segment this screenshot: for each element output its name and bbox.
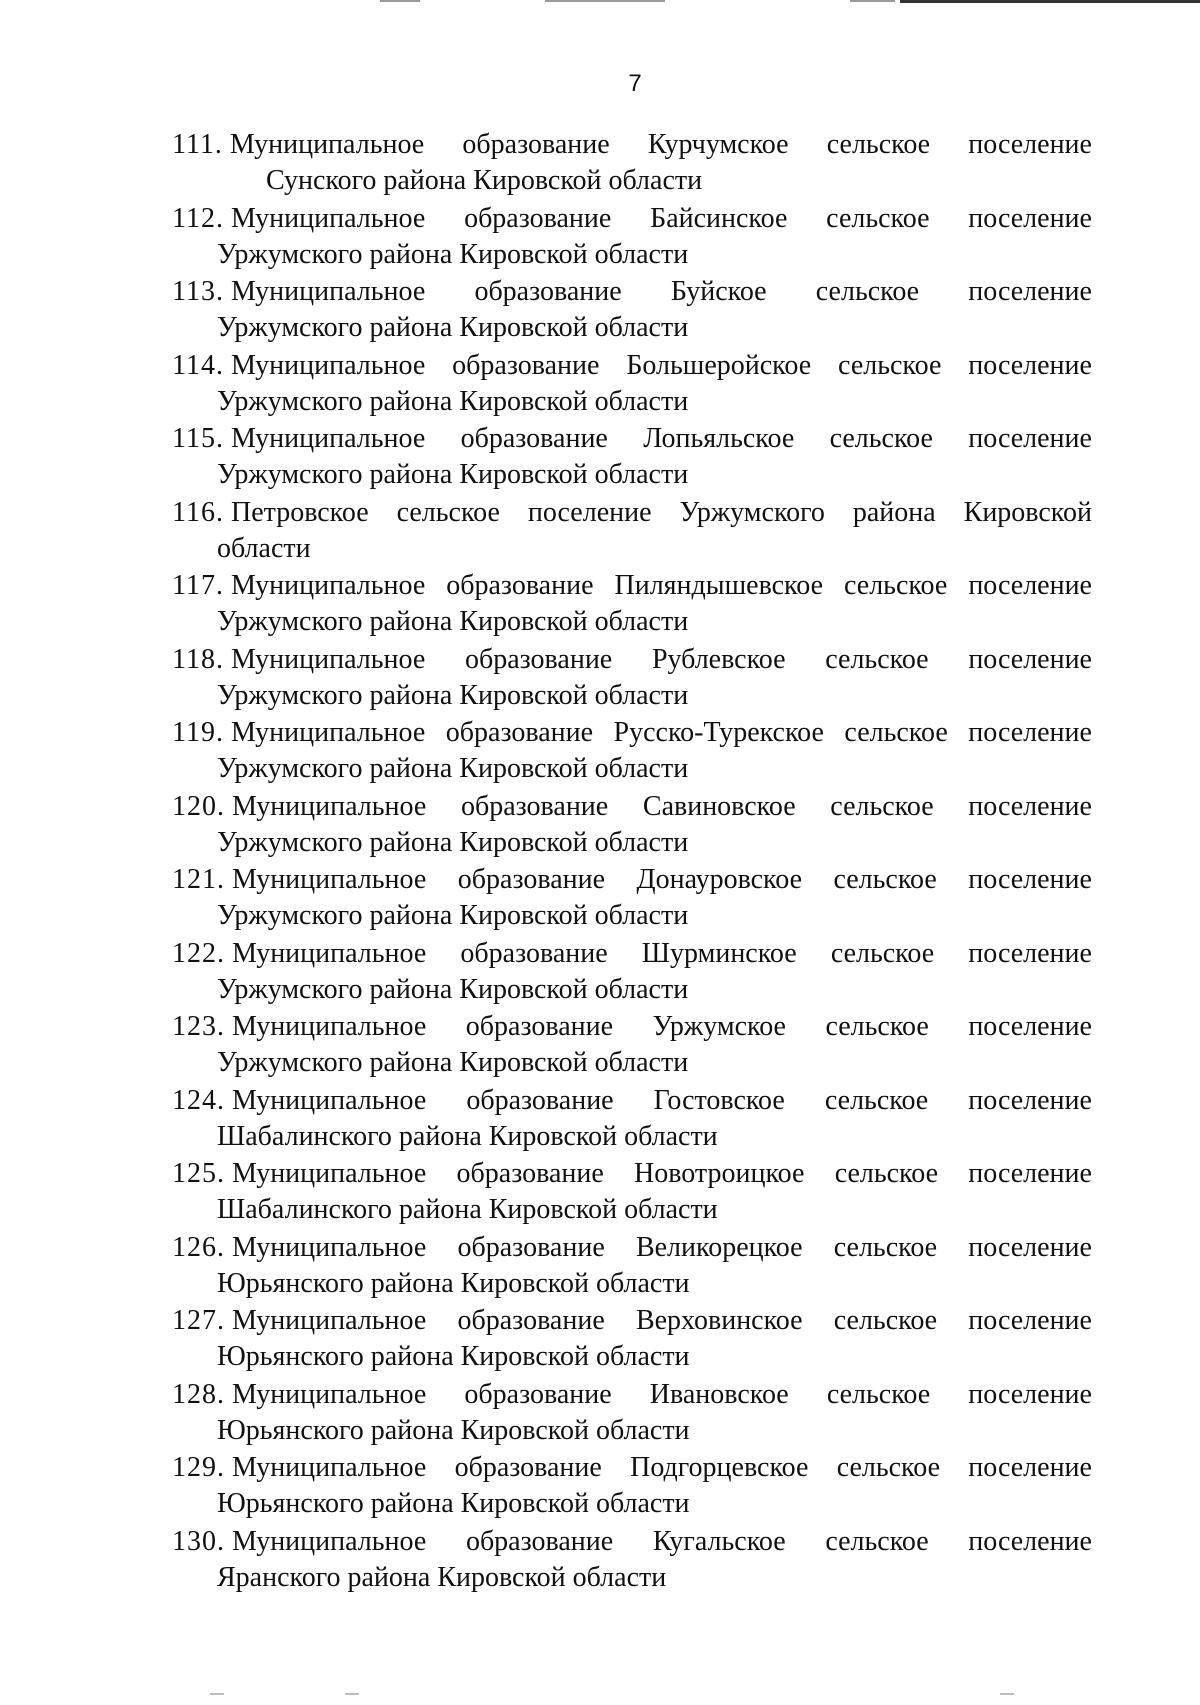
item-word: Великорецкое [635, 1231, 803, 1263]
item-word: сельское [826, 1378, 931, 1410]
item-number: 130. [172, 1525, 225, 1557]
item-word: Муниципальное [230, 276, 426, 307]
item-word: сельское [833, 1305, 938, 1336]
list-item [172, 789, 1092, 863]
item-word: Рублевское [651, 643, 786, 675]
item-word: Верховинское [635, 1305, 803, 1336]
item-word: Кировской [963, 496, 1092, 528]
item-word: Муниципальное [230, 349, 426, 381]
item-number: 121. [172, 864, 225, 895]
item-word: Ивановское [649, 1378, 789, 1410]
list-item [172, 348, 1092, 422]
item-word: Уржумского [679, 496, 825, 528]
item-word: Пиляндышевское [614, 570, 824, 601]
item-second-line: Уржумского района Кировской области [217, 1047, 689, 1078]
item-first-line [172, 1450, 1092, 1486]
item-word: сельское [836, 1452, 941, 1483]
item-word: Русско-Турекское [613, 717, 824, 748]
item-first-line [172, 348, 1092, 384]
item-word: района [852, 496, 936, 528]
item-word: образование [466, 1084, 614, 1116]
list-item [172, 1009, 1092, 1083]
item-word: Муниципальное [232, 1525, 427, 1557]
item-word: Муниципальное [232, 1158, 427, 1189]
item-word: сельское [824, 1084, 929, 1116]
item-first-line [172, 789, 1092, 825]
item-second-line: Уржумского района Кировской области [217, 238, 689, 270]
item-second-line: Уржумского района Кировской области [217, 606, 689, 637]
item-word: образование [446, 570, 594, 601]
item-word: поселение [968, 202, 1092, 234]
item-word: поселение [968, 1452, 1092, 1483]
item-number: 114. [172, 349, 224, 381]
item-word: поселение [968, 570, 1092, 601]
item-word: Муниципальное [232, 1084, 427, 1116]
item-lead [172, 1450, 426, 1486]
list-item [172, 862, 1092, 936]
list-item [172, 1377, 1092, 1451]
scan-edge-mark [345, 1693, 359, 1695]
item-first-line [172, 642, 1092, 678]
scan-edge-mark [850, 0, 895, 2]
item-word: сельское [830, 790, 934, 822]
item-second-line: Уржумского района Кировской области [217, 385, 689, 417]
item-first-line [172, 1230, 1092, 1266]
item-lead [172, 715, 425, 751]
list-item [172, 642, 1092, 716]
item-word: образование [464, 1378, 612, 1410]
item-word: Муниципальное [230, 643, 426, 675]
item-word: поселение [968, 1525, 1092, 1557]
item-lead [172, 1303, 426, 1339]
item-word: образование [460, 423, 608, 454]
item-word: Муниципальное [232, 1231, 427, 1263]
item-second-line: Юрьянского района Кировской области [217, 1414, 690, 1446]
item-word: сельское [838, 349, 942, 381]
item-word: поселение [968, 349, 1092, 381]
list-item [172, 421, 1092, 495]
item-word: поселение [968, 790, 1092, 822]
item-word: образование [465, 1011, 614, 1042]
item-word: образование [452, 349, 600, 381]
item-second-line: Шабалинского района Кировской области [217, 1194, 718, 1225]
item-first-line [172, 274, 1092, 310]
item-word: образование [457, 864, 606, 895]
item-lead [172, 421, 425, 457]
item-word: Новотроицкое [634, 1158, 805, 1189]
item-word: поселение [527, 496, 652, 528]
item-second-line: Уржумского района Кировской области [217, 753, 689, 784]
item-word: образование [474, 276, 622, 307]
list-item [172, 127, 1092, 201]
item-number: 123. [172, 1011, 225, 1042]
item-word: сельское [833, 864, 937, 895]
item-word: Петровское [230, 496, 369, 528]
item-lead [172, 1524, 426, 1560]
item-first-line [172, 936, 1092, 972]
item-word: поселение [968, 1084, 1092, 1116]
item-word: Муниципальное [232, 1452, 427, 1483]
item-number: 122. [172, 937, 225, 969]
item-word: образование [464, 202, 612, 234]
item-lead [172, 1377, 426, 1413]
list-item [172, 1156, 1092, 1230]
item-second-line: Яранского района Кировской области [217, 1561, 667, 1593]
item-word: Буйское [670, 276, 767, 307]
item-lead [172, 1009, 426, 1045]
item-word: Савиновское [642, 790, 796, 822]
list-item [172, 201, 1092, 275]
item-number: 111. [172, 129, 223, 160]
scan-edge-mark [1000, 1693, 1014, 1695]
item-word: сельское [826, 202, 930, 234]
item-word: сельское [833, 1231, 938, 1263]
item-first-line [172, 1377, 1092, 1413]
item-number: 118. [172, 643, 224, 675]
item-word: образование [460, 790, 609, 822]
item-word: сельское [844, 570, 948, 601]
list-item [172, 1524, 1092, 1598]
item-lead [172, 568, 425, 604]
item-first-line [172, 862, 1092, 898]
item-word: поселение [968, 1305, 1092, 1336]
item-lead [172, 789, 426, 825]
item-word: образование [465, 1525, 614, 1557]
list-item [172, 568, 1092, 642]
item-first-line [172, 201, 1092, 237]
item-word: Муниципальное [230, 717, 426, 748]
list-item [172, 1450, 1092, 1524]
item-number: 116. [172, 496, 224, 528]
item-lead [172, 1230, 426, 1266]
item-second-line: Уржумского района Кировской области [217, 459, 689, 490]
list-item [172, 1303, 1092, 1377]
item-first-line [172, 421, 1092, 457]
item-word: образование [454, 1452, 602, 1483]
item-second-line: Сунского района Кировской области [266, 165, 703, 196]
item-second-line: Уржумского района Кировской области [217, 312, 689, 343]
item-second-line: Юрьянского района Кировской области [217, 1267, 690, 1299]
item-word: поселение [968, 1158, 1092, 1189]
item-word: Муниципальное [232, 1378, 427, 1410]
item-word: Курчумское [647, 129, 789, 160]
item-word: сельское [834, 1158, 939, 1189]
item-word: образование [460, 937, 608, 969]
item-first-line [172, 568, 1092, 604]
item-word: сельское [825, 643, 929, 675]
list-item [172, 1230, 1092, 1304]
item-word: Муниципальное [229, 129, 425, 160]
item-lead [172, 1083, 426, 1119]
item-word: сельское [825, 1525, 929, 1557]
item-number: 119. [172, 717, 224, 748]
item-number: 124. [172, 1084, 225, 1116]
item-word: Шурминское [641, 937, 797, 969]
item-word: Муниципальное [230, 570, 426, 601]
scan-edge-line [900, 0, 1200, 3]
list-item [172, 274, 1092, 348]
item-word: поселение [968, 864, 1092, 895]
item-word: сельское [826, 129, 931, 160]
item-number: 129. [172, 1452, 225, 1483]
list-item [172, 936, 1092, 1010]
item-first-line [172, 1156, 1092, 1192]
item-second-line: Юрьянского района Кировской области [217, 1341, 690, 1372]
item-word: Подгорцевское [630, 1452, 809, 1483]
item-word: образование [445, 717, 594, 748]
item-word: образование [464, 643, 613, 675]
item-number: 128. [172, 1378, 225, 1410]
item-word: образование [457, 1231, 605, 1263]
item-word: Муниципальное [232, 1305, 427, 1336]
scan-edge-mark [545, 0, 665, 2]
item-word: сельское [830, 937, 935, 969]
item-word: Муниципальное [232, 864, 427, 895]
page-number: 7 [628, 70, 642, 97]
item-number: 115. [172, 423, 224, 454]
item-number: 113. [172, 276, 224, 307]
item-lead [172, 936, 426, 972]
item-word: Донауровское [636, 864, 803, 895]
item-first-line [172, 495, 1092, 531]
item-lead [172, 201, 425, 237]
item-word: Большеройское [626, 349, 812, 381]
item-lead [172, 1156, 426, 1192]
item-first-line [172, 715, 1092, 751]
item-lead [172, 642, 425, 678]
item-second-line: Шабалинского района Кировской области [217, 1120, 718, 1152]
item-number: 120. [172, 790, 225, 822]
list-item [172, 495, 1092, 569]
item-lead [172, 495, 369, 531]
item-number: 126. [172, 1231, 225, 1263]
scan-edge-mark [210, 1693, 224, 1695]
item-word: образование [456, 1158, 604, 1189]
item-lead [172, 127, 424, 163]
item-word: Лопьяльское [643, 423, 795, 454]
item-word: поселение [968, 717, 1092, 748]
item-number: 127. [172, 1305, 225, 1336]
list-item [172, 1083, 1092, 1157]
item-second-line: Уржумского района Кировской области [217, 679, 689, 711]
item-word: образование [457, 1305, 605, 1336]
item-number: 125. [172, 1158, 225, 1189]
item-word: сельское [815, 276, 920, 307]
item-word: Гостовское [653, 1084, 785, 1116]
list-item [172, 715, 1092, 789]
item-word: Байсинское [650, 202, 788, 234]
item-word: поселение [968, 423, 1092, 454]
item-word: сельское [396, 496, 500, 528]
item-lead [172, 348, 425, 384]
item-second-line: Уржумского района Кировской области [217, 826, 689, 858]
item-second-line: области [217, 532, 311, 564]
item-first-line [172, 1524, 1092, 1560]
item-word: поселение [968, 643, 1092, 675]
item-word: Уржумское [652, 1011, 786, 1042]
scan-edge-mark [380, 0, 420, 2]
item-word: поселение [968, 1011, 1092, 1042]
item-word: образование [462, 129, 610, 160]
item-word: Муниципальное [230, 202, 426, 234]
item-word: Муниципальное [232, 790, 427, 822]
item-word: поселение [968, 1378, 1092, 1410]
item-word: поселение [968, 937, 1092, 969]
item-word: сельское [825, 1011, 929, 1042]
item-first-line [172, 1303, 1092, 1339]
item-word: Муниципальное [230, 423, 426, 454]
item-word: Муниципальное [232, 937, 427, 969]
item-number: 112. [172, 202, 224, 234]
item-word: Муниципальное [232, 1011, 427, 1042]
item-second-line: Уржумского района Кировской области [217, 973, 689, 1005]
item-word: поселение [968, 1231, 1092, 1263]
item-first-line [172, 1083, 1092, 1119]
settlement-list [172, 127, 1092, 1597]
item-lead [172, 862, 426, 898]
item-word: поселение [968, 276, 1092, 307]
item-number: 117. [172, 570, 224, 601]
item-first-line [172, 1009, 1092, 1045]
item-word: поселение [968, 129, 1092, 160]
item-word: сельское [829, 423, 933, 454]
item-second-line: Юрьянского района Кировской области [217, 1488, 690, 1519]
item-first-line [172, 127, 1092, 163]
item-word: Кугальское [652, 1525, 786, 1557]
item-word: сельское [844, 717, 948, 748]
item-lead [172, 274, 425, 310]
item-second-line: Уржумского района Кировской области [217, 900, 689, 931]
